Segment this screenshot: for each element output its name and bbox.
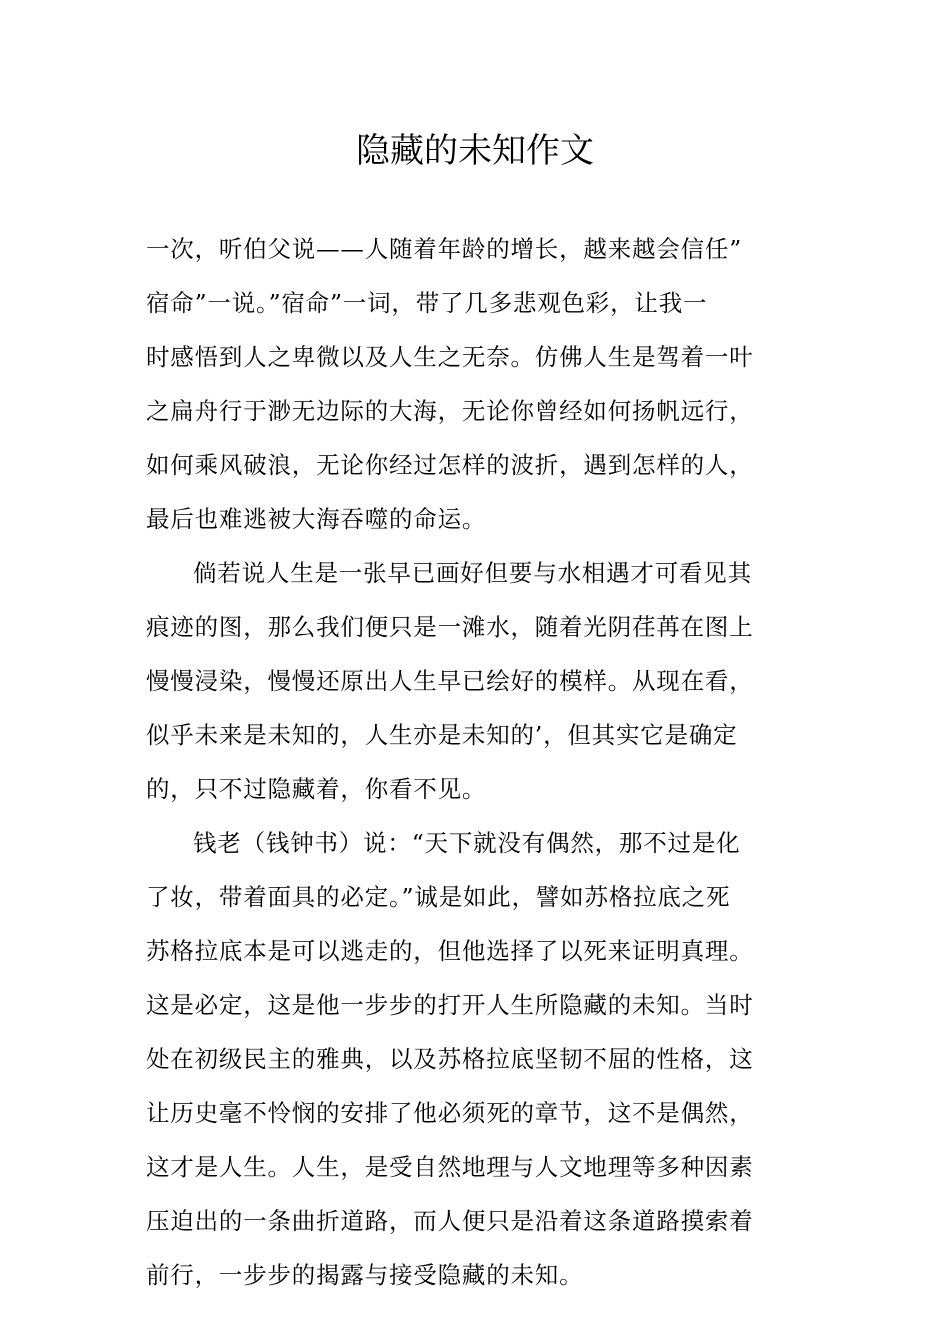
text-line: 处在初级民主的雅典，以及苏格拉底坚韧不屈的性格，这 [146, 1045, 754, 1073]
text-line: 前行，一步步的揭露与接受隐藏的未知。 [146, 1261, 584, 1289]
text-line: 痕迹的图，那么我们便只是一滩水，随着光阴荏苒在图上 [146, 613, 754, 641]
text-line: 苏格拉底本是可以逃走的，但他选择了以死来证明真理。 [146, 937, 754, 965]
text-line: 一次，听伯父说——人随着年龄的增长，越来越会信任” [146, 235, 743, 263]
text-line: 了妆，带着面具的必定。”诚是如此，譬如苏格拉底之死 [146, 883, 731, 911]
text-line: 之扁舟行于渺无边际的大海，无论你曾经如何扬帆远行， [146, 397, 754, 425]
text-line: 的，只不过隐藏着，你看不见。 [146, 775, 487, 803]
document-body [146, 222, 806, 1302]
text-line: 慢慢浸染，慢慢还原出人生早已绘好的模样。从现在看， [146, 667, 754, 695]
text-line: 让历史毫不怜悯的安排了他必须死的章节，这不是偶然， [146, 1099, 754, 1127]
text-line: 钱老（钱钟书）说：“天下就没有偶然，那不过是化 [193, 829, 741, 857]
text-line: 倘若说人生是一张早已画好但要与水相遇才可看见其 [193, 559, 752, 587]
paragraph-1 [146, 222, 806, 546]
text-line: 似乎未来是未知的，人生亦是未知的’，但其实它是确定 [146, 721, 738, 749]
paragraph-3 [146, 816, 806, 1302]
paragraph-2 [146, 546, 806, 816]
text-line: 压迫出的一条曲折道路，而人便只是沿着这条道路摸索着 [146, 1207, 754, 1235]
text-line: 这是必定，这是他一步步的打开人生所隐藏的未知。当时 [146, 991, 754, 1019]
document-title: 隐藏的未知作文 [356, 131, 594, 171]
text-line: 时感悟到人之卑微以及人生之无奈。仿佛人生是驾着一叶 [146, 343, 754, 371]
text-line: 如何乘风破浪，无论你经过怎样的波折，遇到怎样的人， [146, 451, 754, 479]
text-line: 最后也难逃被大海吞噬的命运。 [146, 505, 487, 533]
text-line: 这才是人生。人生，是受自然地理与人文地理等多种因素 [146, 1153, 754, 1181]
text-line: 宿命”一说。”宿命”一词，带了几多悲观色彩，让我一 [146, 289, 708, 317]
